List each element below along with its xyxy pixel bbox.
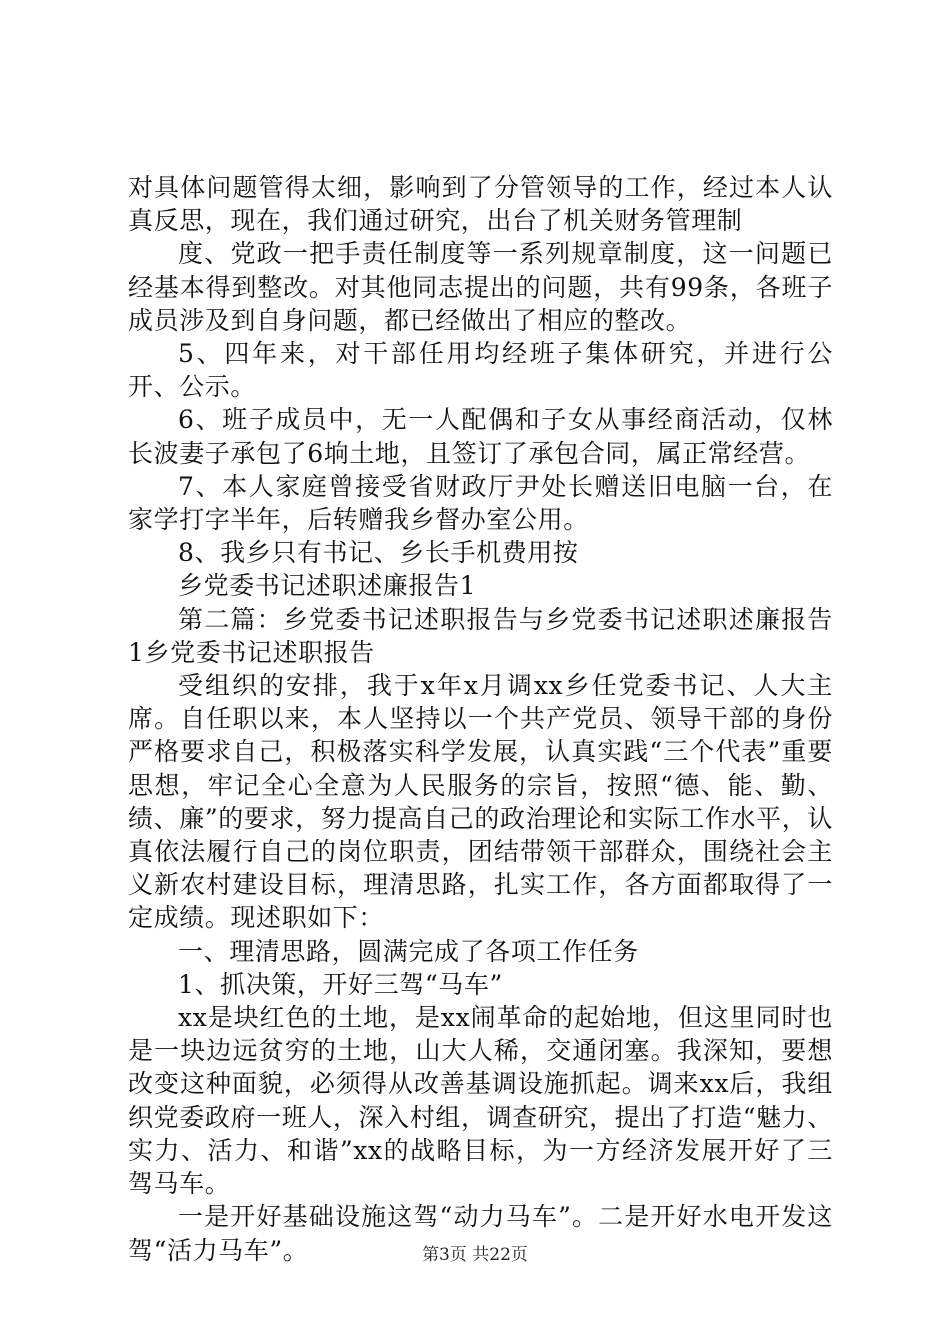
document-body bbox=[128, 171, 833, 1267]
paragraph-carriages: 一是开好基础设施这驾“动力马车”。二是开好水电开发这驾“活力马车”。 bbox=[128, 1202, 833, 1265]
heading-section-1: 一、理清思路，圆满完成了各项工作任务 bbox=[178, 936, 639, 966]
paragraph-6: 8、我乡只有书记、乡长手机费用按 bbox=[178, 538, 579, 568]
paragraph-intro: 受组织的安排，我于x年x月调xx乡任党委书记、人大主席。自任职以来，本人坚持以一个共产党员、领导干部的身份严格要求自己，积极落实科学发展，认真实践“三个代表”重要思想，牢记全心全意为人民服务的宗旨，按照“德、能、勤、绩、廉”的要求，努力提高自己的政治理论和实际工作水平，认真依法履行自己的岗位职责，团结带领干部群众，围绕社会主义新农村建设目标，理清思路，扎实工作，各方面都取得了一定成绩。现述职如下： bbox=[128, 671, 833, 933]
chapter-heading: 第二篇：乡党委书记述职报告与乡党委书记述职述廉报告1乡党委书记述职报告 bbox=[128, 604, 833, 667]
paragraph-xx: xx是块红色的土地，是xx闹革命的起始地，但这里同时也是一块边远贫穷的土地，山大人稀，交通闭塞。我深知，要想改变这种面貌，必须得从改善基调设施抓起。调来xx后，我组织党委政府一班人，深入村组，调查研究，提出了打造“魅力、实力、活力、和谐”xx的战略目标，为一方经济发展开好了三驾马车。 bbox=[128, 1003, 833, 1199]
paragraph-5: 7、本人家庭曾接受省财政厅尹处长赠送旧电脑一台，在家学打字半年，后转赠我乡督办室公用。 bbox=[128, 471, 833, 535]
page-footer: 第3页 共22页 bbox=[422, 1245, 528, 1265]
paragraph-2: 度、党政一把手责任制度等一系列规章制度，这一问题已经基本得到整改。对其他同志提出的问题，共有99条，各班子成员涉及到自身问题，都已经做出了相应的整改。 bbox=[128, 239, 833, 335]
paragraph-3: 5、四年来，对干部任用均经班子集体研究，并进行公开、公示。 bbox=[128, 339, 833, 402]
paragraph-4: 6、班子成员中，无一人配偶和子女从事经商活动，仅林长波妻子承包了6垧土地，且签订了承包合同，属正常经营。 bbox=[128, 405, 833, 468]
section-title: 乡党委书记述职述廉报告1 bbox=[178, 571, 477, 601]
heading-subsection-1: 1、抓决策，开好三驾“马车” bbox=[178, 969, 503, 999]
paragraph-1: 对具体问题管得太细，影响到了分管领导的工作，经过本人认真反思，现在，我们通过研究，出台了机关财务管理制 bbox=[128, 173, 833, 236]
